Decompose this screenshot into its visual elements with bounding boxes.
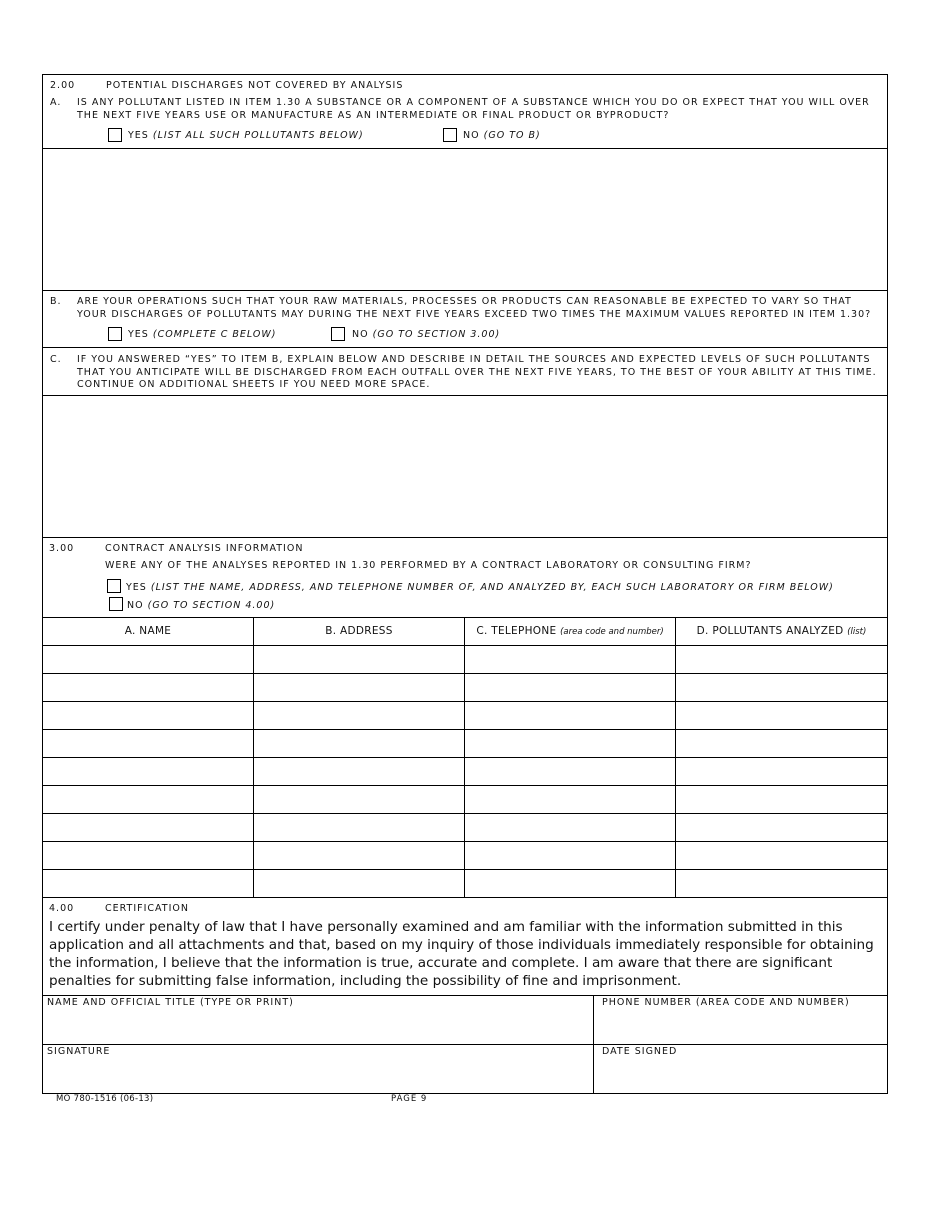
table-cell-telephone[interactable] <box>465 842 675 869</box>
table-cell-telephone[interactable] <box>465 730 675 757</box>
item-b-yes-option <box>128 329 277 340</box>
phone-number-label: PHONE NUMBER (AREA CODE AND NUMBER) <box>602 997 850 1008</box>
item-c-label: C. <box>50 354 62 365</box>
section-4-number: 4.00 <box>49 903 75 914</box>
table-cell-name[interactable] <box>43 702 253 729</box>
table-cell-pollutants[interactable] <box>676 730 887 757</box>
divider <box>42 290 888 291</box>
section-3-no-note: (GO TO SECTION 4.00) <box>147 600 276 611</box>
table-cell-name[interactable] <box>43 674 253 701</box>
signature-label: SIGNATURE <box>47 1046 111 1057</box>
table-cell-pollutants[interactable] <box>676 814 887 841</box>
form-number: MO 780-1516 (06-13) <box>56 1094 154 1104</box>
table-cell-telephone[interactable] <box>465 786 675 813</box>
table-cell-telephone[interactable] <box>465 870 675 897</box>
name-title-field[interactable] <box>43 1010 592 1043</box>
item-a-yes-checkbox[interactable] <box>108 128 122 142</box>
column-header-telephone <box>465 625 675 637</box>
column-header-name <box>43 625 253 637</box>
table-cell-address[interactable] <box>254 786 464 813</box>
section-2-number: 2.00 <box>50 80 76 91</box>
table-cell-telephone[interactable] <box>465 758 675 785</box>
divider <box>42 995 888 996</box>
item-b-question: ARE YOUR OPERATIONS SUCH THAT YOUR RAW MATERIALS, PROCESSES OR PRODUCTS CAN REASONABLE BE EXPECTED TO VARY SO THAT YOUR DISCHARGES OF POLLUTANTS MAY DURING THE NEXT FIVE YEARS EXCEED TWO TIMES THE MAXIMUM VALUES REPORTED IN ITEM 1.30? <box>77 296 872 320</box>
table-cell-address[interactable] <box>254 646 464 673</box>
section-3-number: 3.00 <box>49 543 75 554</box>
column-header-telephone-note: (area code and number) <box>560 627 664 637</box>
item-a-label: A. <box>50 97 62 108</box>
section-4-title: CERTIFICATION <box>105 903 189 914</box>
item-b-no-checkbox[interactable] <box>331 327 345 341</box>
table-cell-address[interactable] <box>254 842 464 869</box>
table-cell-pollutants[interactable] <box>676 870 887 897</box>
section-3-no-option <box>127 600 275 611</box>
item-b-label: B. <box>50 296 62 307</box>
table-cell-address[interactable] <box>254 730 464 757</box>
table-cell-name[interactable] <box>43 842 253 869</box>
divider <box>42 1044 888 1045</box>
page-number: PAGE 9 <box>391 1094 428 1104</box>
item-a-no-checkbox[interactable] <box>443 128 457 142</box>
column-header-pollutants-label: D. POLLUTANTS ANALYZED <box>696 625 844 637</box>
table-cell-address[interactable] <box>254 702 464 729</box>
section-3-no-label: NO <box>127 600 144 611</box>
table-cell-address[interactable] <box>254 674 464 701</box>
item-a-no-option <box>463 130 541 141</box>
column-header-name-label: A. NAME <box>124 625 172 637</box>
table-cell-pollutants[interactable] <box>676 758 887 785</box>
table-cell-pollutants[interactable] <box>676 646 887 673</box>
table-cell-pollutants[interactable] <box>676 786 887 813</box>
item-b-yes-checkbox[interactable] <box>108 327 122 341</box>
table-cell-telephone[interactable] <box>465 674 675 701</box>
item-c-question: IF YOU ANSWERED “YES” TO ITEM B, EXPLAIN BELOW AND DESCRIBE IN DETAIL THE SOURCES AND EXPECTED LEVELS OF SUCH POLLUTANTS THAT YOU ANTICIPATE WILL BE DISCHARGED FROM EACH OUTFALL OVER THE NEXT FIVE YEARS, TO THE BEST OF YOUR ABILITY AT THIS TIME. CONTINUE ON ADDITIONAL SHEETS IF YOU NEED MORE SPACE. <box>77 354 877 390</box>
divider <box>42 537 888 538</box>
table-cell-address[interactable] <box>254 758 464 785</box>
table-cell-address[interactable] <box>254 814 464 841</box>
date-signed-field[interactable] <box>595 1059 886 1093</box>
section-3-yes-option <box>126 582 834 593</box>
item-a-no-label: NO <box>463 130 480 141</box>
table-cell-name[interactable] <box>43 646 253 673</box>
section-3-no-checkbox[interactable] <box>109 597 123 611</box>
section-3-yes-label: YES <box>126 582 147 593</box>
item-a-yes-label: YES <box>128 130 149 141</box>
column-header-pollutants <box>676 625 887 637</box>
item-b-yes-note: (COMPLETE C BELOW) <box>152 329 277 340</box>
table-cell-name[interactable] <box>43 870 253 897</box>
table-cell-name[interactable] <box>43 814 253 841</box>
column-header-pollutants-note: (list) <box>847 627 867 637</box>
table-cell-address[interactable] <box>254 870 464 897</box>
table-cell-pollutants[interactable] <box>676 842 887 869</box>
divider <box>42 347 888 348</box>
phone-number-field[interactable] <box>595 1010 886 1043</box>
section-2-title: POTENTIAL DISCHARGES NOT COVERED BY ANALYSIS <box>106 80 404 91</box>
table-row-border <box>42 897 888 898</box>
section-3-title: CONTRACT ANALYSIS INFORMATION <box>105 543 304 554</box>
section-3-yes-note: (LIST THE NAME, ADDRESS, AND TELEPHONE NUMBER OF, AND ANALYZED BY, EACH SUCH LABORATORY OR FIRM BELOW) <box>150 582 834 593</box>
section-3-question: WERE ANY OF THE ANALYSES REPORTED IN 1.30 PERFORMED BY A CONTRACT LABORATORY OR CONSULTING FIRM? <box>105 560 752 571</box>
certification-statement: I certify under penalty of law that I have personally examined and am familiar with the information submitted in this application and all attachments and that, based on my inquiry of those individuals immediately responsible for obtaining the information, I believe that the information is true, accurate and complete. I am aware that there are significant penalties for submitting false information, including the possibility of fine and imprisonment. <box>49 919 874 989</box>
item-a-question: IS ANY POLLUTANT LISTED IN ITEM 1.30 A SUBSTANCE OR A COMPONENT OF A SUBSTANCE WHICH YOU DO OR EXPECT THAT YOU WILL OVER THE NEXT FIVE YEARS USE OR MANUFACTURE AS AN INTERMEDIATE OR FINAL PRODUCT OR BYPRODUCT? <box>77 97 870 121</box>
item-a-yes-note: (LIST ALL SUCH POLLUTANTS BELOW) <box>152 130 364 141</box>
item-a-yes-option <box>128 130 364 141</box>
table-top-border <box>42 617 888 618</box>
table-cell-name[interactable] <box>43 786 253 813</box>
item-c-explanation-area[interactable] <box>43 396 887 537</box>
column-header-address-label: B. ADDRESS <box>325 625 393 637</box>
item-b-no-option <box>352 329 500 340</box>
table-cell-name[interactable] <box>43 730 253 757</box>
table-cell-telephone[interactable] <box>465 646 675 673</box>
item-a-no-note: (GO TO B) <box>483 130 541 141</box>
date-signed-label: DATE SIGNED <box>602 1046 678 1057</box>
table-cell-telephone[interactable] <box>465 702 675 729</box>
column-header-telephone-label: C. TELEPHONE <box>476 625 557 637</box>
table-cell-pollutants[interactable] <box>676 702 887 729</box>
section-3-yes-checkbox[interactable] <box>107 579 121 593</box>
item-b-yes-label: YES <box>128 329 149 340</box>
table-cell-telephone[interactable] <box>465 814 675 841</box>
pollutants-list-area[interactable] <box>43 149 887 290</box>
column-header-address <box>254 625 464 637</box>
table-cell-name[interactable] <box>43 758 253 785</box>
name-title-label: NAME AND OFFICIAL TITLE (TYPE OR PRINT) <box>47 997 294 1008</box>
table-cell-pollutants[interactable] <box>676 674 887 701</box>
signature-field[interactable] <box>43 1059 592 1093</box>
item-b-no-label: NO <box>352 329 369 340</box>
item-b-no-note: (GO TO SECTION 3.00) <box>372 329 501 340</box>
